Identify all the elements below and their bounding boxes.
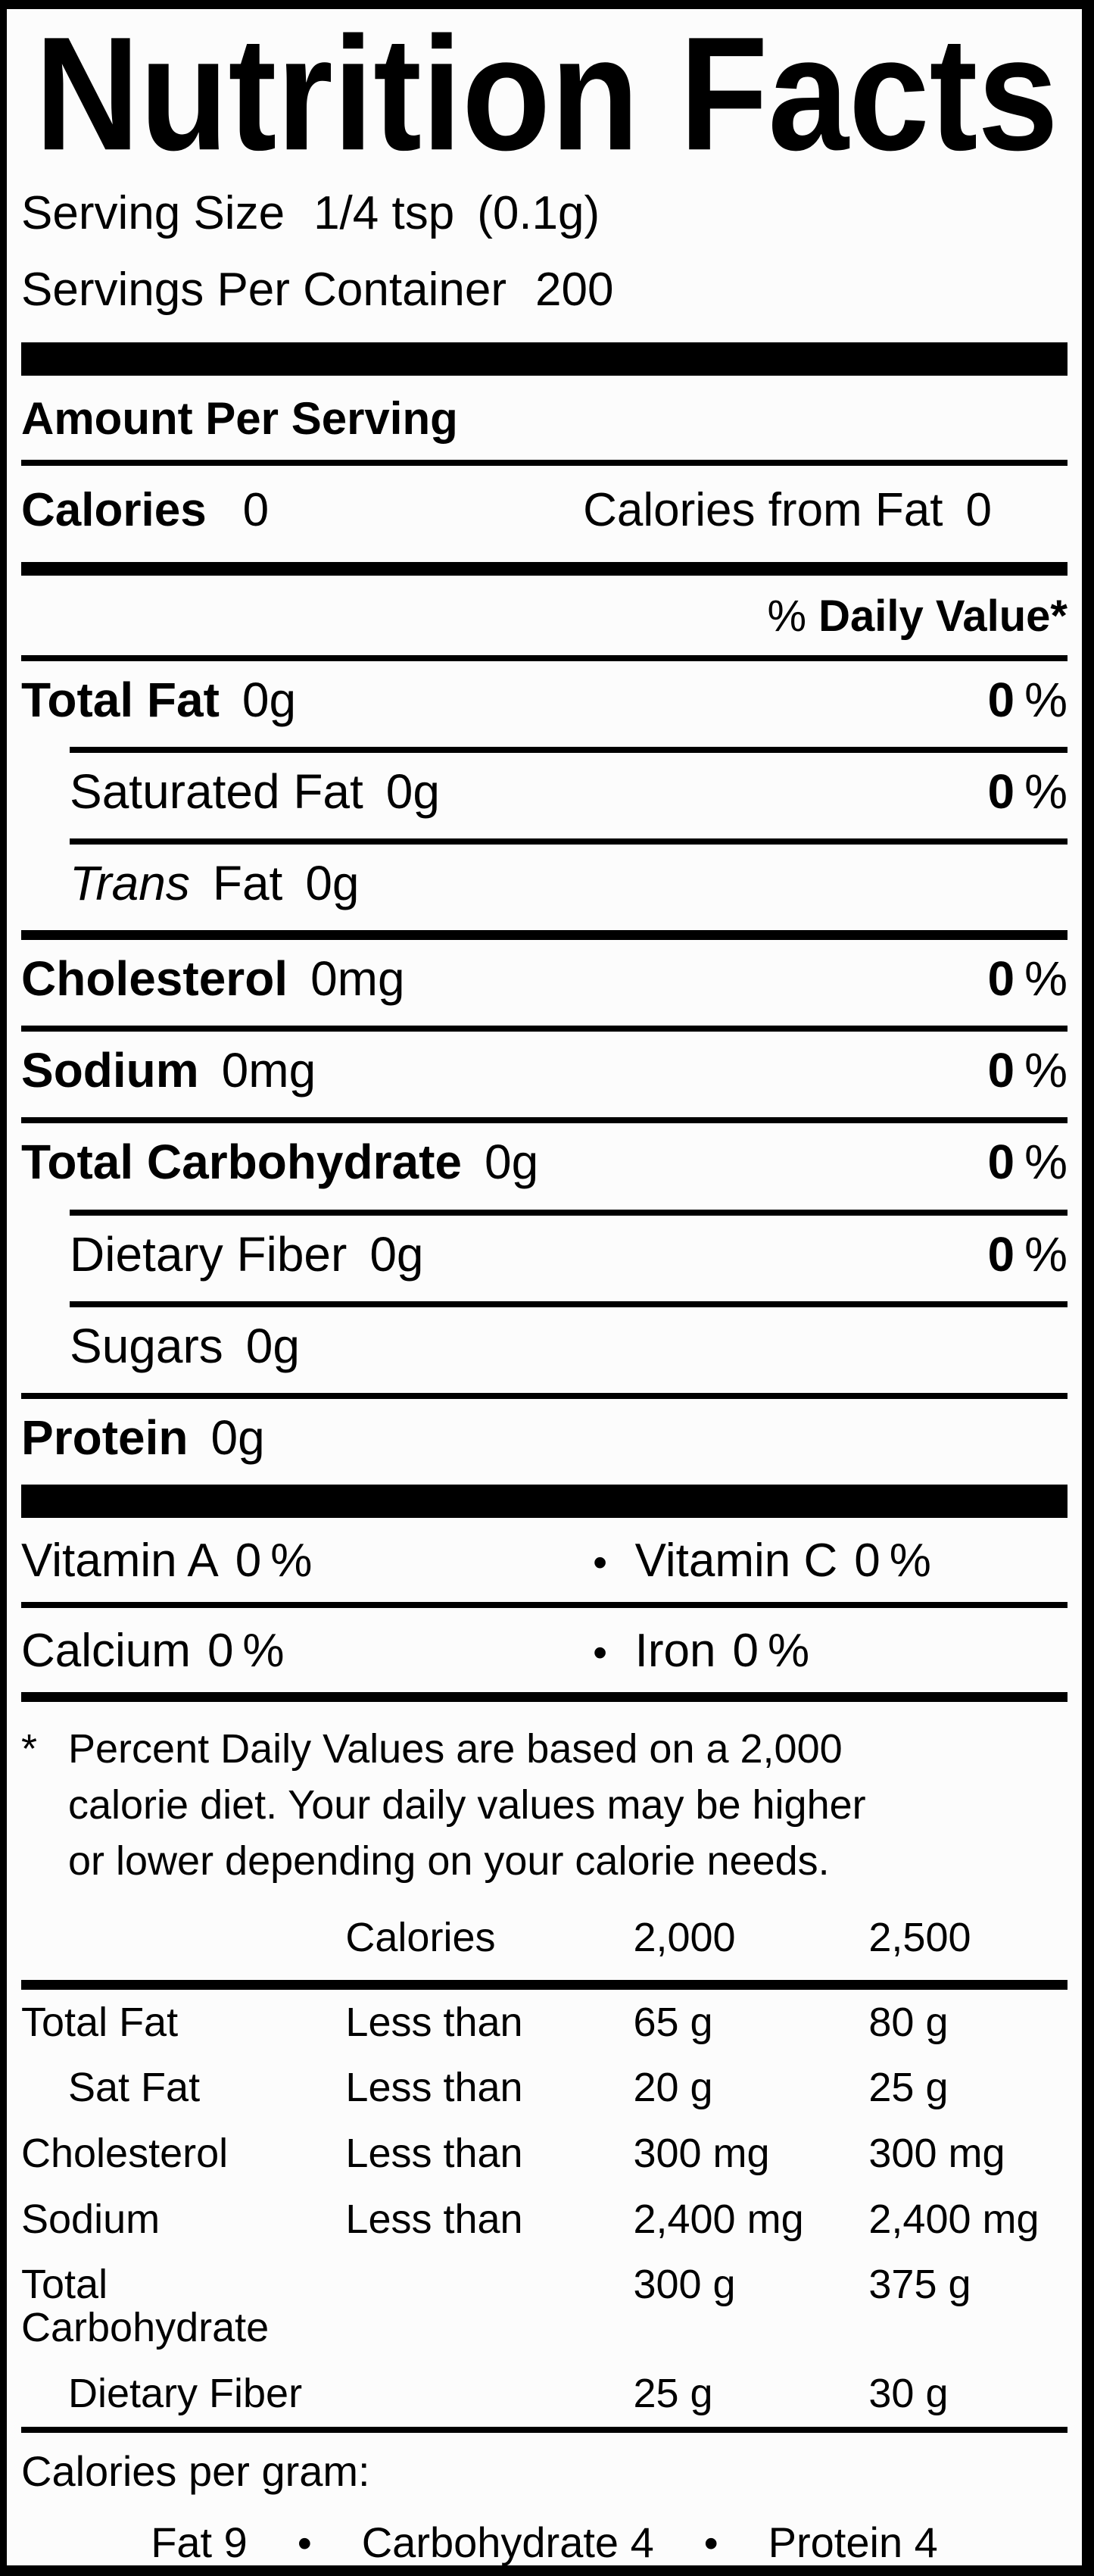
section-bar (21, 342, 1068, 376)
calories-cell (21, 483, 270, 536)
table-row (21, 2055, 1068, 2121)
nutrient-amount: 0g (245, 1318, 300, 1373)
table-cell: 25 g (868, 2065, 949, 2111)
table-cell: Sodium (21, 2196, 161, 2242)
divider (21, 1692, 1068, 1702)
table-cell: 25 g (633, 2370, 713, 2416)
nutrient-label: Fat (212, 856, 283, 911)
cpg-item-protein: Protein 4 (768, 2518, 938, 2566)
percent-sign: % (270, 1534, 313, 1587)
page-title: Nutrition Facts (35, 20, 1058, 174)
daily-value-cell (988, 674, 1068, 726)
calories-from-fat-value: 0 (965, 483, 992, 536)
daily-values-table (21, 1905, 1068, 2427)
calories-value: 0 (242, 483, 270, 536)
nutrient-name (21, 674, 296, 726)
vitamin-right-cell (635, 1536, 1068, 1585)
daily-value-cell (987, 1226, 1068, 1282)
daily-value-cell (988, 1044, 1068, 1097)
table-cell (345, 2263, 633, 2349)
table-cell: 2,400 mg (633, 2196, 804, 2242)
vitamin-left-cell (21, 1536, 566, 1585)
nutrient-label: Total Carbohydrate (21, 1135, 462, 1190)
cpg-item-carbohydrate: Carbohydrate 4 (361, 2518, 654, 2566)
footnote-line (21, 1722, 1068, 1778)
table-cell: 300 mg (633, 2131, 770, 2177)
bullet-separator: • (593, 1630, 608, 1675)
nutrient-name (21, 1044, 316, 1097)
table-cell: Less than (345, 2196, 523, 2242)
calories-from-fat-cell (583, 483, 992, 536)
dv-percent-sign: % (1024, 1043, 1068, 1098)
divider (70, 1301, 1068, 1307)
daily-value-cell (988, 766, 1068, 818)
amount-per-serving-heading: Amount Per Serving (21, 392, 458, 444)
divider (21, 1980, 1068, 1990)
vitamin-left-cell (21, 1626, 566, 1675)
section-bar (21, 1485, 1068, 1518)
divider (70, 747, 1068, 753)
nutrient-name (21, 1412, 265, 1464)
nutrient-amount: 0g (242, 672, 297, 727)
vitamin-value: 0 (732, 1625, 759, 1677)
divider (21, 930, 1068, 940)
dv-percent-sign: % (1024, 1135, 1068, 1190)
nutrient-label: Dietary Fiber (70, 1226, 348, 1282)
table-header-2000: 2,000 (633, 1915, 736, 1960)
serving-size-amount: 1/4 tsp (313, 187, 455, 240)
bullet-separator: • (593, 1539, 608, 1585)
dv-number: 0 (987, 951, 1015, 1007)
nutrient-amount: 0g (369, 1226, 424, 1282)
dv-number: 0 (987, 764, 1015, 820)
nutrient-amount: 0g (385, 764, 440, 820)
nutrient-amount: 0g (210, 1410, 265, 1465)
vitamin-name: Vitamin A (21, 1534, 219, 1587)
table-cell: 300 g (633, 2262, 736, 2308)
footnote-line: calorie diet. Your daily values may be higher (68, 1782, 866, 1828)
title-block (21, 20, 1068, 173)
calories-per-gram (21, 2433, 1068, 2570)
daily-value-text: Daily Value* (818, 592, 1068, 642)
table-header-calories: Calories (345, 1915, 496, 1960)
table-row (21, 2361, 1068, 2427)
table-cell: 375 g (868, 2262, 971, 2308)
nutrient-name (21, 766, 440, 818)
table-cell: Less than (345, 2065, 523, 2111)
table-cell: Total Carbohydrate (21, 2262, 270, 2351)
nutrient-label: Sodium (21, 1043, 199, 1098)
table-cell: Cholesterol (21, 2131, 229, 2177)
nutrient-amount: 0mg (310, 951, 405, 1007)
divider (70, 1210, 1068, 1216)
nutrient-label: Total Fat (21, 672, 220, 727)
divider (21, 1602, 1068, 1608)
calories-from-fat-label: Calories from Fat (583, 483, 943, 536)
vitamin-value: 0 (235, 1534, 262, 1587)
table-row (21, 2252, 1068, 2360)
dv-percent-sign: % (1024, 1226, 1068, 1282)
table-cell: 300 mg (868, 2131, 1005, 2177)
serving-size-label: Serving Size (21, 187, 285, 240)
calories-per-gram-label: Calories per gram: (21, 2446, 370, 2495)
divider (21, 1393, 1068, 1399)
nutrient-name (21, 1320, 300, 1372)
daily-value-cell (988, 1136, 1068, 1188)
table-cell: 80 g (868, 1999, 949, 2045)
nutrient-row-sugars (21, 1307, 1068, 1393)
footnote-text: Percent Daily Values are based on a 2,000 (68, 1726, 843, 1772)
table-cell: 30 g (868, 2370, 949, 2416)
vitamin-row-calcium-iron (21, 1608, 1068, 1692)
vitamin-value: 0 (207, 1625, 234, 1677)
table-row (21, 1990, 1068, 2056)
footnote-line: or lower depending on your calorie needs. (68, 1838, 830, 1884)
nutrient-row-trans-fat (21, 845, 1068, 930)
servings-per-container-row (21, 254, 1068, 326)
table-header-row (21, 1905, 1068, 1971)
table-cell: Dietary Fiber (68, 2370, 303, 2416)
calories-label: Calories (21, 483, 207, 536)
nutrient-row-saturated-fat (21, 753, 1068, 838)
divider (21, 460, 1068, 466)
servings-per-container-label: Servings Per Container (21, 263, 506, 316)
table-row (21, 2187, 1068, 2253)
servings-per-container-value: 200 (535, 263, 614, 316)
section-bar (21, 562, 1068, 576)
nutrient-name (21, 857, 360, 910)
percent-sign: % (767, 592, 807, 642)
nutrient-amount: 0g (485, 1135, 539, 1190)
percent-sign: % (242, 1625, 285, 1677)
calories-row (21, 466, 1068, 562)
vitamin-name: Vitamin C (634, 1534, 838, 1587)
table-cell: Less than (345, 1999, 523, 2045)
table-cell: Sat Fat (68, 2065, 201, 2111)
table-cell: 20 g (633, 2065, 713, 2111)
table-cell: Less than (345, 2131, 523, 2177)
cpg-item-fat: Fat 9 (151, 2518, 248, 2566)
nutrient-row-cholesterol (21, 940, 1068, 1026)
daily-value-cell (988, 953, 1068, 1005)
divider (21, 2427, 1068, 2433)
divider (21, 1117, 1068, 1123)
divider (21, 655, 1068, 661)
dv-percent-sign: % (1024, 672, 1068, 727)
vitamin-value: 0 (854, 1534, 880, 1587)
table-cell: Total Fat (21, 1999, 179, 2045)
dv-percent-sign: % (1024, 764, 1068, 820)
nutrient-label: Sugars (70, 1318, 223, 1373)
dv-number: 0 (987, 1135, 1015, 1190)
vitamin-row-a-c (21, 1518, 1068, 1602)
table-cell (345, 2372, 633, 2415)
dv-percent-sign: % (1024, 951, 1068, 1007)
vitamin-right-cell (635, 1626, 1068, 1675)
asterisk: * (21, 1726, 38, 1772)
table-header-2500: 2,500 (868, 1915, 971, 1960)
calories-per-gram-items (21, 2516, 1068, 2570)
dv-number: 0 (987, 1226, 1015, 1282)
daily-value-header (21, 576, 1068, 655)
nutrient-row-total-fat (21, 661, 1068, 747)
footnote (21, 1722, 1068, 1890)
nutrient-label-italic: Trans (70, 856, 190, 911)
table-cell: 65 g (633, 1999, 713, 2045)
percent-sign: % (767, 1625, 810, 1677)
serving-size-weight: (0.1g) (477, 187, 600, 240)
dv-number: 0 (987, 1043, 1015, 1098)
nutrient-label: Saturated Fat (70, 764, 363, 820)
nutrient-amount: 0g (305, 856, 360, 911)
nutrient-name (21, 1136, 538, 1188)
bullet-separator: • (703, 2520, 718, 2566)
divider (21, 1026, 1068, 1032)
nutrient-amount: 0mg (221, 1043, 316, 1098)
table-header-empty (21, 1916, 345, 1959)
table-row (21, 2121, 1068, 2187)
percent-sign: % (889, 1534, 931, 1587)
dv-number: 0 (987, 672, 1015, 727)
table-cell: 2,400 mg (868, 2196, 1039, 2242)
nutrient-label: Protein (21, 1410, 189, 1465)
vitamin-name: Iron (634, 1625, 716, 1677)
vitamin-name: Calcium (21, 1625, 191, 1677)
nutrient-row-protein (21, 1399, 1068, 1485)
nutrient-name (21, 1226, 424, 1282)
nutrient-row-total-carbohydrate (21, 1123, 1068, 1209)
nutrient-row-sodium (21, 1032, 1068, 1117)
nutrient-label: Cholesterol (21, 951, 288, 1007)
bullet-separator: • (297, 2520, 312, 2566)
nutrient-name (21, 953, 405, 1005)
divider (70, 838, 1068, 845)
nutrient-row-dietary-fiber (21, 1216, 1068, 1301)
serving-size-row (21, 178, 1068, 249)
